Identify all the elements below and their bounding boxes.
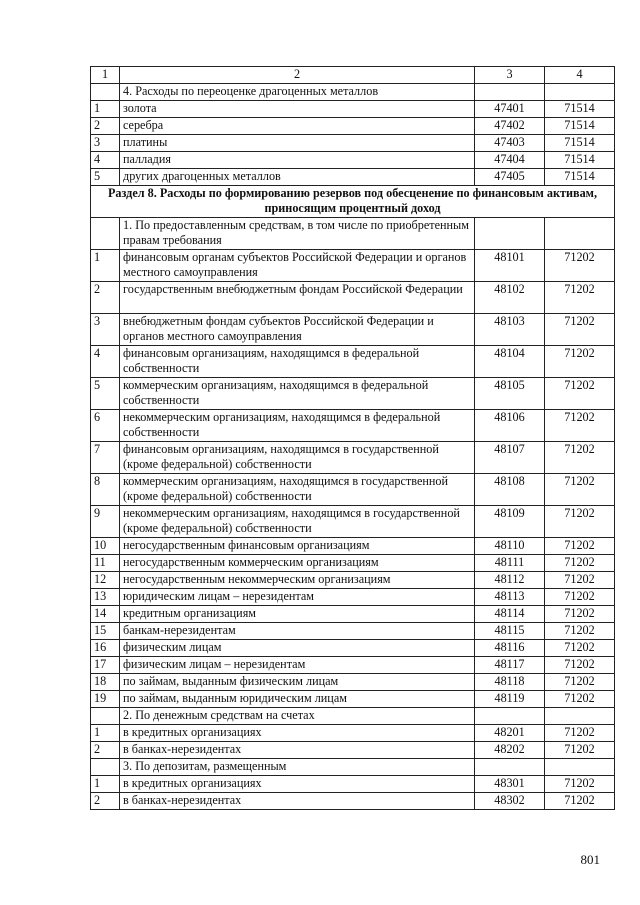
symbol-code: 71202 <box>545 589 615 606</box>
header-cell-2: 2 <box>120 67 475 84</box>
table-row <box>91 657 615 674</box>
account-code: 48202 <box>475 742 545 759</box>
row-number: 18 <box>91 674 120 691</box>
row-description: финансовым органам субъектов Российской Федерации и органов местного самоуправления <box>120 250 475 282</box>
header-cell-3: 3 <box>475 67 545 84</box>
group-heading-row <box>91 759 615 776</box>
row-number: 1 <box>91 101 120 118</box>
table-row <box>91 640 615 657</box>
table-row <box>91 725 615 742</box>
account-code: 48111 <box>475 555 545 572</box>
table-row <box>91 555 615 572</box>
row-number: 11 <box>91 555 120 572</box>
row-number: 7 <box>91 442 120 474</box>
row-description: негосударственным финансовым организациям <box>120 538 475 555</box>
account-code: 48302 <box>475 793 545 810</box>
row-number-cell <box>91 84 120 101</box>
account-code: 47403 <box>475 135 545 152</box>
symbol-code: 71202 <box>545 657 615 674</box>
symbol-code: 71514 <box>545 152 615 169</box>
symbol-code-cell <box>545 84 615 101</box>
account-code: 47401 <box>475 101 545 118</box>
symbol-code: 71514 <box>545 101 615 118</box>
table-row <box>91 538 615 555</box>
row-number: 5 <box>91 378 120 410</box>
symbol-code: 71202 <box>545 314 615 346</box>
symbol-code: 71202 <box>545 776 615 793</box>
symbol-code: 71202 <box>545 378 615 410</box>
row-number: 2 <box>91 282 120 314</box>
row-description: финансовым организациям, находящимся в государственной (кроме федеральной) собственности <box>120 442 475 474</box>
account-code: 48115 <box>475 623 545 640</box>
row-number: 17 <box>91 657 120 674</box>
section-heading: Раздел 8. Расходы по формированию резервов под обесценение по финансовым активам, приносящим процентный доход <box>91 186 615 218</box>
account-code-cell <box>475 708 545 725</box>
row-number: 9 <box>91 506 120 538</box>
row-number: 3 <box>91 135 120 152</box>
account-code: 47405 <box>475 169 545 186</box>
row-description: внебюджетным фондам субъектов Российской Федерации и органов местного самоуправления <box>120 314 475 346</box>
row-number: 14 <box>91 606 120 623</box>
account-code: 48104 <box>475 346 545 378</box>
table-row <box>91 410 615 442</box>
symbol-code: 71202 <box>545 555 615 572</box>
account-code: 48108 <box>475 474 545 506</box>
account-code: 48201 <box>475 725 545 742</box>
row-description: коммерческим организациям, находящимся в государственной (кроме федеральной) собственности <box>120 474 475 506</box>
group-heading: 4. Расходы по переоценке драгоценных металлов <box>120 84 475 101</box>
row-number-cell <box>91 218 120 250</box>
table-row <box>91 314 615 346</box>
account-code-cell <box>475 759 545 776</box>
row-description: палладия <box>120 152 475 169</box>
account-code: 48119 <box>475 691 545 708</box>
document-table <box>90 66 615 810</box>
row-description: по займам, выданным юридическим лицам <box>120 691 475 708</box>
table-row <box>91 101 615 118</box>
symbol-code: 71202 <box>545 410 615 442</box>
account-code: 48113 <box>475 589 545 606</box>
table-row <box>91 152 615 169</box>
row-number: 16 <box>91 640 120 657</box>
group-heading-row <box>91 218 615 250</box>
account-code: 47402 <box>475 118 545 135</box>
symbol-code: 71202 <box>545 474 615 506</box>
symbol-code: 71202 <box>545 538 615 555</box>
table-row <box>91 793 615 810</box>
table-row <box>91 742 615 759</box>
row-description: других драгоценных металлов <box>120 169 475 186</box>
row-description: в кредитных организациях <box>120 725 475 742</box>
row-description: платины <box>120 135 475 152</box>
symbol-code: 71202 <box>545 640 615 657</box>
table-row <box>91 346 615 378</box>
group-heading: 1. По предоставленным средствам, в том числе по приобретенным правам требования <box>120 218 475 250</box>
row-number-cell <box>91 759 120 776</box>
account-code: 48105 <box>475 378 545 410</box>
header-cell-4: 4 <box>545 67 615 84</box>
row-description: золота <box>120 101 475 118</box>
row-number: 5 <box>91 169 120 186</box>
row-number: 15 <box>91 623 120 640</box>
account-code: 48114 <box>475 606 545 623</box>
symbol-code-cell <box>545 218 615 250</box>
symbol-code: 71202 <box>545 674 615 691</box>
symbol-code: 71514 <box>545 135 615 152</box>
account-code: 48118 <box>475 674 545 691</box>
section-heading-row <box>91 186 615 218</box>
symbol-code: 71202 <box>545 691 615 708</box>
row-description: по займам, выданным физическим лицам <box>120 674 475 691</box>
row-description: банкам-нерезидентам <box>120 623 475 640</box>
group-heading: 2. По денежным средствам на счетах <box>120 708 475 725</box>
row-number: 10 <box>91 538 120 555</box>
table-row <box>91 442 615 474</box>
row-description: государственным внебюджетным фондам Российской Федерации <box>120 282 475 314</box>
symbol-code-cell <box>545 759 615 776</box>
table-row <box>91 474 615 506</box>
account-code: 48117 <box>475 657 545 674</box>
row-number: 2 <box>91 118 120 135</box>
table-row <box>91 378 615 410</box>
symbol-code: 71202 <box>545 282 615 314</box>
table-row <box>91 135 615 152</box>
row-number: 19 <box>91 691 120 708</box>
group-heading-row <box>91 708 615 725</box>
row-number: 4 <box>91 152 120 169</box>
symbol-code: 71202 <box>545 572 615 589</box>
account-code: 48112 <box>475 572 545 589</box>
symbol-code-cell <box>545 708 615 725</box>
table-row <box>91 572 615 589</box>
symbol-code: 71202 <box>545 725 615 742</box>
row-number: 13 <box>91 589 120 606</box>
row-number: 1 <box>91 776 120 793</box>
account-code: 47404 <box>475 152 545 169</box>
table-row <box>91 623 615 640</box>
group-heading-row <box>91 84 615 101</box>
row-description: некоммерческим организациям, находящимся в федеральной собственности <box>120 410 475 442</box>
table-row <box>91 282 615 314</box>
account-code: 48116 <box>475 640 545 657</box>
account-code-cell <box>475 218 545 250</box>
row-number: 4 <box>91 346 120 378</box>
account-code: 48106 <box>475 410 545 442</box>
symbol-code: 71202 <box>545 346 615 378</box>
row-number: 2 <box>91 793 120 810</box>
symbol-code: 71202 <box>545 606 615 623</box>
symbol-code: 71202 <box>545 442 615 474</box>
row-description: серебра <box>120 118 475 135</box>
row-description: в кредитных организациях <box>120 776 475 793</box>
row-number-cell <box>91 708 120 725</box>
row-description: коммерческим организациям, находящимся в федеральной собственности <box>120 378 475 410</box>
table-row <box>91 118 615 135</box>
page-number: 801 <box>580 852 600 867</box>
row-description: некоммерческим организациям, находящимся в государственной (кроме федеральной) собственности <box>120 506 475 538</box>
symbol-code: 71202 <box>545 793 615 810</box>
row-description: негосударственным коммерческим организациям <box>120 555 475 572</box>
row-description: в банках-нерезидентах <box>120 793 475 810</box>
account-code-cell <box>475 84 545 101</box>
row-number: 8 <box>91 474 120 506</box>
symbol-code: 71202 <box>545 742 615 759</box>
table-row <box>91 776 615 793</box>
account-code: 48110 <box>475 538 545 555</box>
account-code: 48101 <box>475 250 545 282</box>
table-row <box>91 606 615 623</box>
row-description: в банках-нерезидентах <box>120 742 475 759</box>
row-description: негосударственным некоммерческим организациям <box>120 572 475 589</box>
header-cell-1: 1 <box>91 67 120 84</box>
table-row <box>91 250 615 282</box>
row-number: 12 <box>91 572 120 589</box>
row-description: физическим лицам <box>120 640 475 657</box>
row-description: финансовым организациям, находящимся в федеральной собственности <box>120 346 475 378</box>
symbol-code: 71514 <box>545 118 615 135</box>
symbol-code: 71202 <box>545 250 615 282</box>
symbol-code: 71514 <box>545 169 615 186</box>
account-code: 48107 <box>475 442 545 474</box>
row-number: 1 <box>91 725 120 742</box>
header-row <box>91 67 615 84</box>
account-code: 48103 <box>475 314 545 346</box>
account-code: 48102 <box>475 282 545 314</box>
group-heading: 3. По депозитам, размещенным <box>120 759 475 776</box>
account-code: 48301 <box>475 776 545 793</box>
table-row <box>91 691 615 708</box>
row-description: юридическим лицам – нерезидентам <box>120 589 475 606</box>
row-number: 2 <box>91 742 120 759</box>
symbol-code: 71202 <box>545 506 615 538</box>
row-number: 3 <box>91 314 120 346</box>
account-code: 48109 <box>475 506 545 538</box>
row-number: 6 <box>91 410 120 442</box>
table-row <box>91 674 615 691</box>
table-row <box>91 506 615 538</box>
symbol-code: 71202 <box>545 623 615 640</box>
row-description: кредитным организациям <box>120 606 475 623</box>
table-row <box>91 589 615 606</box>
table-body <box>91 67 615 810</box>
row-number: 1 <box>91 250 120 282</box>
row-description: физическим лицам – нерезидентам <box>120 657 475 674</box>
table-row <box>91 169 615 186</box>
